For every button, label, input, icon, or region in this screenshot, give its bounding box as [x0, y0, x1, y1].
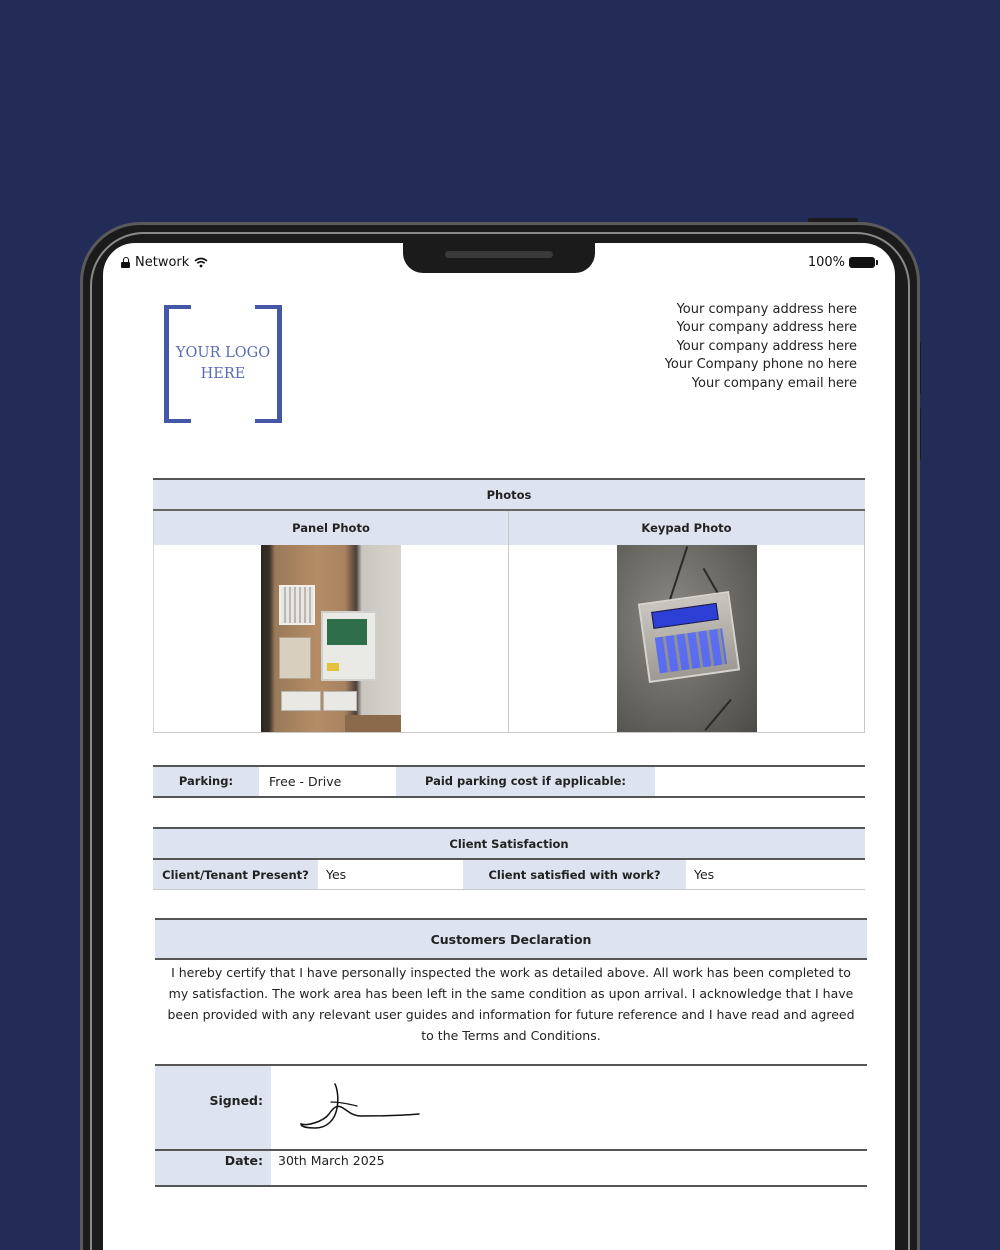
client-satisfaction-section	[153, 827, 865, 890]
keypad-photo-cell	[509, 511, 865, 733]
battery-percent: 100%	[807, 255, 845, 270]
photos-heading: Photos	[153, 480, 865, 511]
tablet-screen	[103, 243, 895, 1250]
keypad-photo[interactable]	[617, 545, 757, 732]
declaration-heading: Customers Declaration	[155, 920, 867, 960]
network-label: Network	[135, 255, 190, 270]
signature-image	[287, 1076, 447, 1136]
panel-photo[interactable]	[261, 545, 401, 732]
company-logo-placeholder	[164, 305, 282, 423]
client-present-value[interactable]: Yes	[326, 867, 347, 882]
status-bar-right	[808, 255, 875, 270]
company-address-1: Your company address here	[676, 302, 857, 317]
parking-value[interactable]: Free - Drive	[269, 774, 342, 789]
client-satisfaction-heading: Client Satisfaction	[153, 829, 865, 860]
signature-block	[155, 1064, 867, 1187]
customers-declaration-section	[155, 918, 867, 1046]
battery-icon	[849, 257, 875, 268]
photos-section	[153, 478, 865, 733]
date-label: Date:	[155, 1151, 271, 1185]
paid-parking-label: Paid parking cost if applicable:	[396, 767, 655, 796]
parking-label: Parking:	[153, 767, 259, 796]
panel-photo-cell	[153, 511, 509, 733]
camera-notch	[403, 243, 595, 273]
signature-field[interactable]	[271, 1066, 867, 1149]
company-email: Your company email here	[691, 375, 857, 391]
wifi-icon	[194, 257, 208, 268]
company-phone: Your Company phone no here	[664, 357, 857, 373]
status-bar-left	[121, 255, 208, 270]
paid-parking-value[interactable]	[655, 767, 865, 796]
lock-icon	[121, 257, 130, 268]
date-value[interactable]: 30th March 2025	[278, 1153, 385, 1168]
logo-text: YOUR LOGO HERE	[175, 345, 271, 382]
parking-row	[153, 765, 865, 798]
company-address-3: Your company address here	[676, 338, 857, 354]
company-details	[665, 301, 857, 393]
panel-photo-label: Panel Photo	[154, 511, 508, 545]
client-satisfied-value[interactable]: Yes	[694, 867, 715, 882]
client-present-label: Client/Tenant Present?	[153, 860, 318, 889]
company-address-2: Your company address here	[676, 320, 857, 336]
keypad-photo-label: Keypad Photo	[509, 511, 864, 545]
signed-label: Signed:	[155, 1066, 271, 1149]
client-satisfied-label: Client satisfied with work?	[463, 860, 686, 889]
speaker-grille	[445, 251, 553, 258]
declaration-text: I hereby certify that I have personally inspected the work as detailed above. All work has been completed to my satisfaction. The work area has been left in the same condition as upon arrival. I acknowledge that I have been provided with any relevant user guides and information for future reference and I have read and agreed to the Terms and Conditions.	[167, 965, 855, 1043]
